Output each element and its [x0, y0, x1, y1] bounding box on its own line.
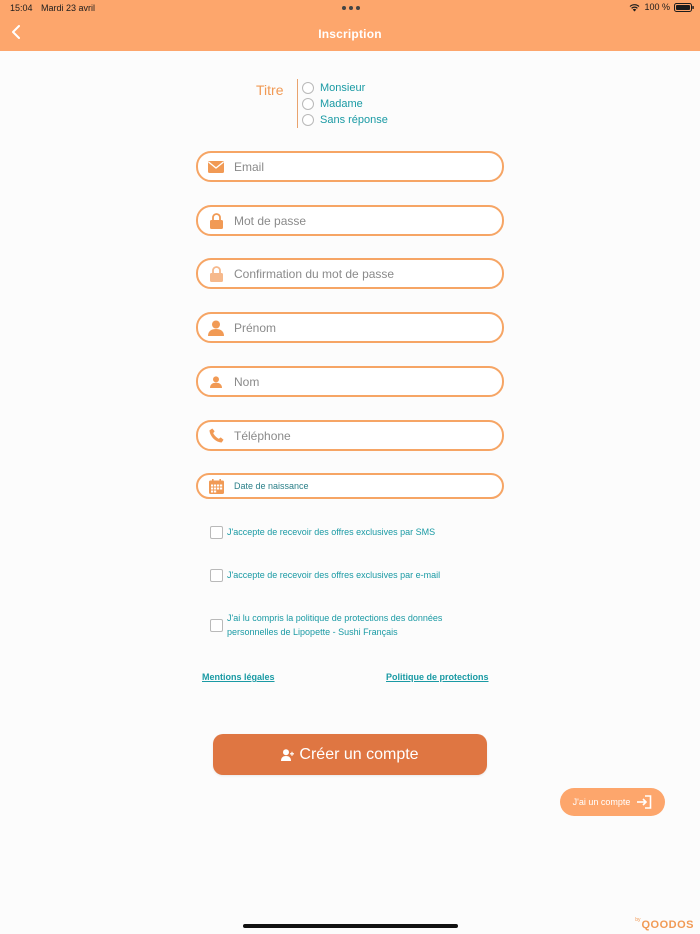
lock-icon: [198, 266, 234, 282]
consent-sms-label: J'accepte de recevoir des offres exclusives par SMS: [227, 527, 436, 537]
password-input[interactable]: [234, 214, 484, 228]
have-account-label: J'ai un compte: [572, 797, 631, 807]
titre-radio-group: [302, 80, 388, 128]
status-right: [629, 2, 694, 12]
envelope-icon: [198, 161, 234, 173]
page-title: Inscription: [318, 27, 382, 41]
first-name-input[interactable]: [234, 321, 484, 335]
radio-label: Monsieur: [320, 82, 366, 94]
wifi-icon: [629, 3, 640, 12]
password-confirm-input[interactable]: [234, 267, 484, 281]
consent-privacy-label: [227, 611, 442, 639]
password-confirm-field[interactable]: [196, 258, 504, 289]
checkbox-sms[interactable]: [210, 526, 223, 539]
legal-link[interactable]: Mentions légales: [202, 672, 275, 682]
user-icon: [198, 320, 234, 336]
first-name-field[interactable]: [196, 312, 504, 343]
status-date: Mardi 23 avril: [41, 3, 96, 13]
have-account-button[interactable]: [560, 788, 665, 816]
radio-label: Madame: [320, 98, 363, 110]
create-account-label: Créer un compte: [299, 745, 419, 763]
phone-field[interactable]: [196, 420, 504, 451]
titre-label: Titre: [256, 82, 284, 98]
nav-bar: [0, 0, 700, 51]
home-indicator[interactable]: [243, 924, 458, 928]
birth-date-field[interactable]: [196, 473, 504, 499]
radio-monsieur[interactable]: [302, 80, 388, 96]
battery-percent: 100 %: [644, 2, 670, 12]
add-user-icon: [281, 749, 294, 761]
radio-madame[interactable]: [302, 96, 388, 112]
create-account-button[interactable]: [213, 734, 487, 775]
radio-circle[interactable]: [302, 98, 314, 110]
phone-input[interactable]: [234, 429, 484, 443]
consent-email[interactable]: [210, 568, 440, 582]
status-time: 15:04: [10, 3, 33, 13]
privacy-policy-link[interactable]: Politique de protections: [386, 672, 489, 682]
consent-privacy-line2: personnelles de Lipopette - Sushi Français: [227, 627, 398, 637]
radio-circle[interactable]: [302, 114, 314, 126]
divider: [297, 79, 298, 128]
checkbox-email[interactable]: [210, 569, 223, 582]
sign-in-icon: [636, 795, 652, 809]
last-name-input[interactable]: [234, 375, 484, 389]
brand-logo: [635, 917, 694, 931]
battery-icon: [674, 3, 694, 12]
radio-sans-reponse[interactable]: [302, 112, 388, 128]
consent-sms[interactable]: [210, 525, 435, 539]
birth-date-input[interactable]: [234, 481, 484, 491]
consent-privacy[interactable]: [210, 611, 442, 639]
email-field[interactable]: [196, 151, 504, 182]
lock-icon: [198, 213, 234, 229]
consent-email-label: J'accepte de recevoir des offres exclusives par e-mail: [227, 570, 441, 580]
phone-icon: [198, 428, 234, 443]
brand-by: by: [635, 917, 641, 923]
consent-privacy-line1: J'ai lu compris la politique de protections des données: [227, 613, 443, 623]
email-input[interactable]: [234, 160, 484, 174]
radio-label: Sans réponse: [320, 114, 388, 126]
password-field[interactable]: [196, 205, 504, 236]
multitask-dots-icon[interactable]: [342, 6, 360, 10]
checkbox-privacy[interactable]: [210, 619, 223, 632]
last-name-field[interactable]: [196, 366, 504, 397]
user-icon: [198, 376, 234, 388]
radio-circle[interactable]: [302, 82, 314, 94]
calendar-icon: [198, 479, 234, 494]
brand-name: QOODOS: [641, 919, 694, 931]
